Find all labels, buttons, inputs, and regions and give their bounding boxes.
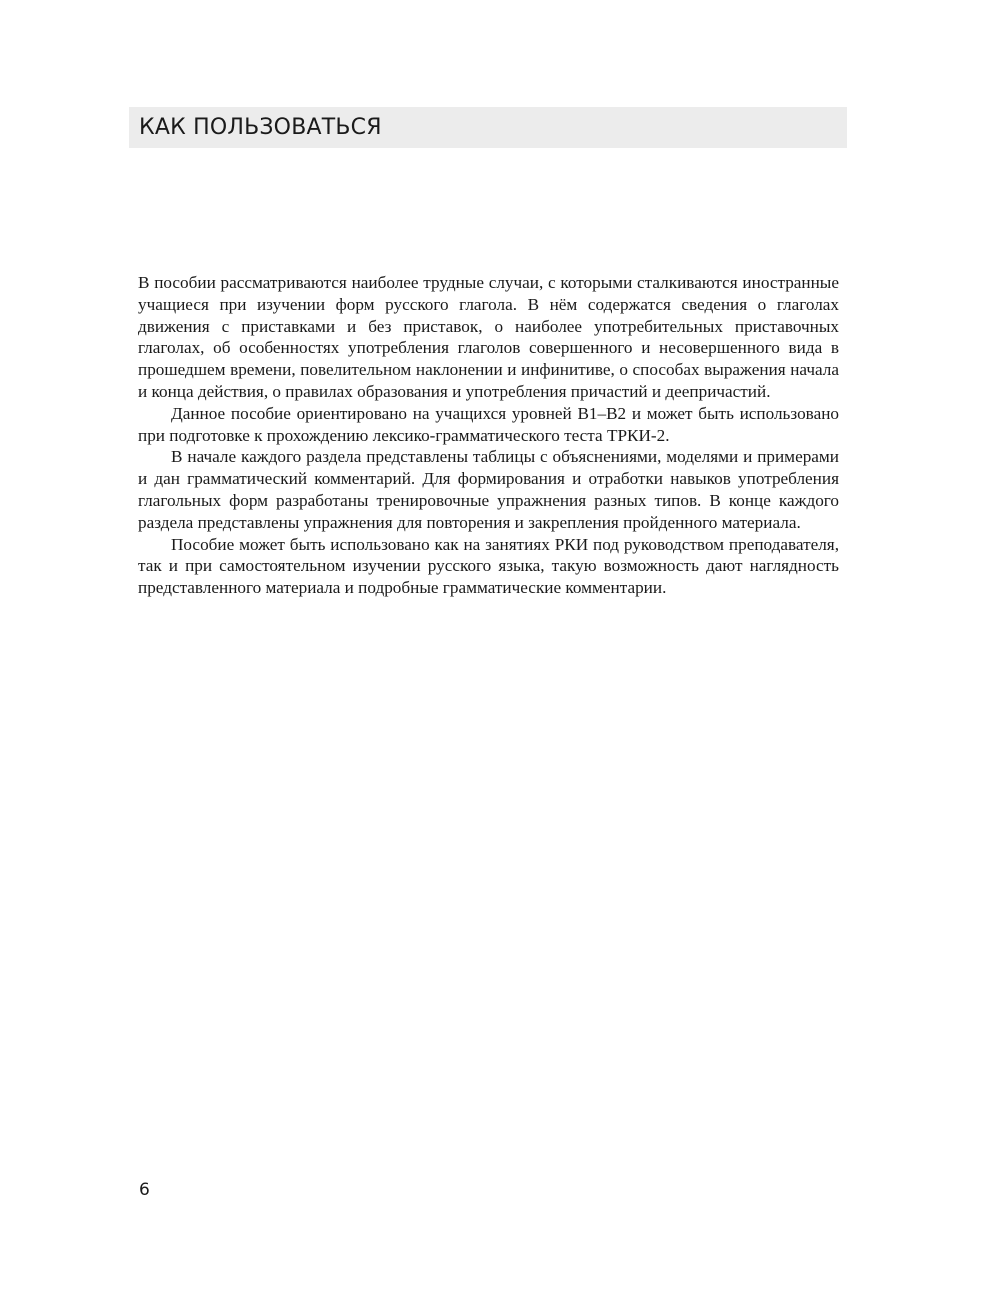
section-title: КАК ПОЛЬЗОВАТЬСЯ: [139, 115, 382, 140]
paragraph-2: Данное пособие ориентировано на учащихся уровней В1–В2 и может быть использовано при подготовке к прохождению лексико-грамматического теста ТРКИ-2.: [138, 403, 839, 445]
paragraph-4: Пособие может быть использовано как на занятиях РКИ под руководством преподавателя, так и при самостоятельном изучении русского языка, такую возможность дают наглядность представленного материала и подробные грамматические комментарии.: [138, 534, 839, 598]
paragraph-1: В пособии рассматриваются наиболее трудные случаи, с которыми сталкиваются иностранные учащиеся при изучении форм русского глагола. В нём содержатся сведения о глаголах движения с приставками и без приставок, о наиболее употребительных приставочных глаголах, об особенностях употребления глаголов совершенного и несовершенного вида в прошедшем времени, повелительном наклонении и инфинитиве, о способах выражения начала и конца действия, о правилах образования и употребления причастий и деепричастий.: [138, 273, 839, 401]
body-text: [138, 272, 839, 599]
page-number: 6: [139, 1180, 150, 1200]
section-heading-bar: [129, 107, 847, 148]
paragraph-3: В начале каждого раздела представлены таблицы с объяснениями, моделями и примерами и дан грамматический комментарий. Для формирования и отработки навыков употребления глагольных форм разработаны тренировочные упражнения разных типов. В конце каждого раздела представлены упражнения для повторения и закрепления пройденного материала.: [138, 447, 839, 532]
